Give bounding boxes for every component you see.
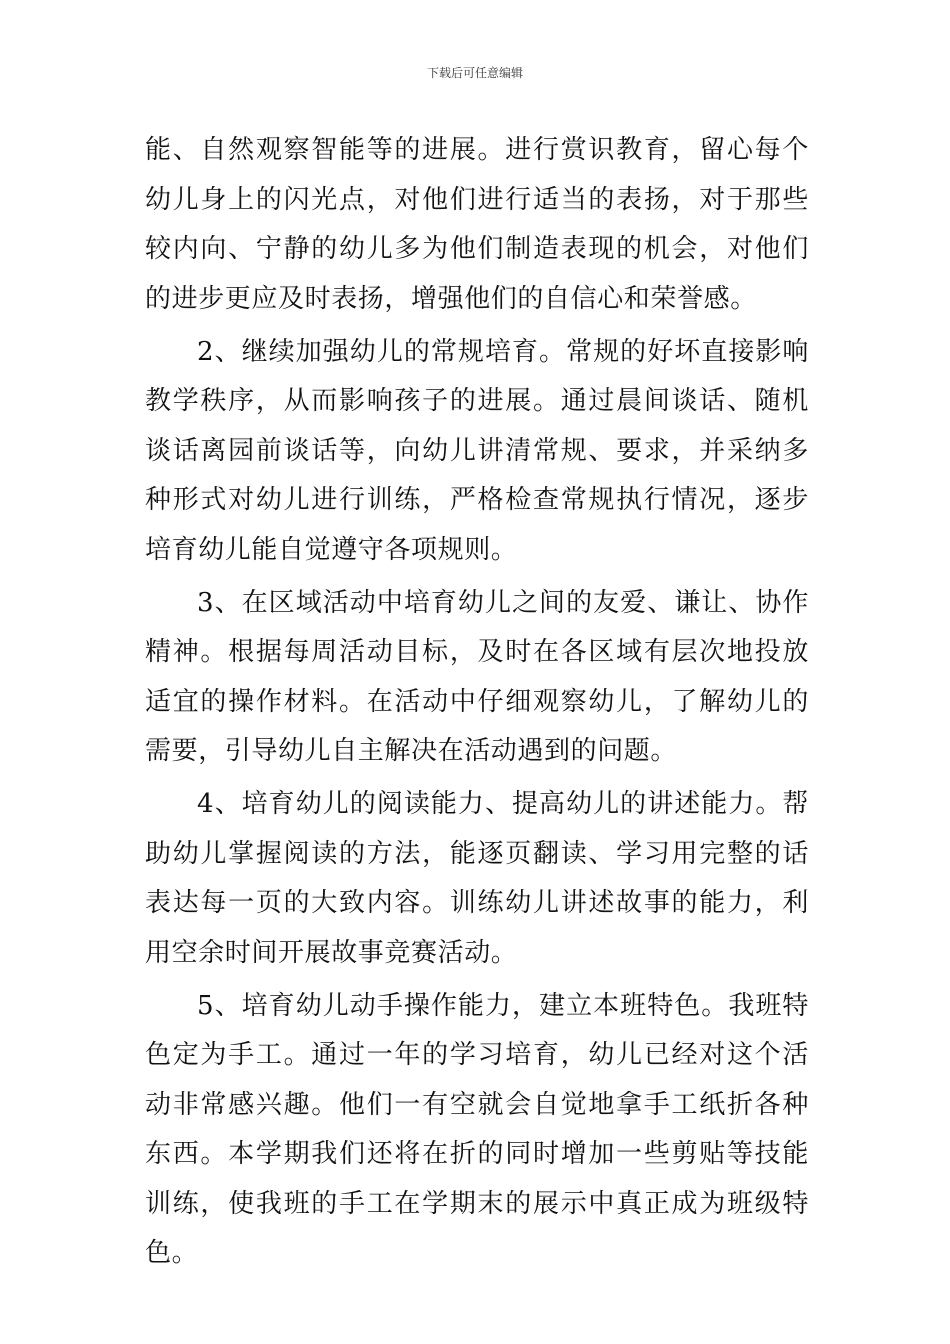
- paragraph-item-3: 3、在区域活动中培育幼儿之间的友爱、谦让、协作精神。根据每周活动目标，及时在各区域有层次地投放适宜的操作材料。在活动中仔细观察幼儿，了解幼儿的需要，引导幼儿自主解决在活动遇到的问题。: [145, 587, 809, 766]
- page-header: 下载后可任意编辑: [426, 66, 523, 80]
- paragraph-item-2: 2、继续加强幼儿的常规培育。常规的好坏直接影响教学秩序，从而影响孩子的进展。通过晨间谈话、随机谈话离园前谈话等，向幼儿讲清常规、要求，并采纳多种形式对幼儿进行训练，严格检查常规执行情况，逐步培育幼儿能自觉遵守各项规则。: [145, 336, 809, 565]
- paragraph-continuation: 能、自然观察智能等的进展。进行赏识教育，留心每个幼儿身上的闪光点，对他们进行适当的表扬，对于那些较内向、宁静的幼儿多为他们制造表现的机会，对他们的进步更应及时表扬，增强他们的自信心和荣誉感。: [145, 135, 809, 314]
- document-body: [145, 126, 809, 1279]
- paragraph-item-5: 5、培育幼儿动手操作能力，建立本班特色。我班特色定为手工。通过一年的学习培育，幼儿已经对这个活动非常感兴趣。他们一有空就会自觉地拿手工纸折各种东西。本学期我们还将在折的同时增加一些剪贴等技能训练，使我班的手工在学期末的展示中真正成为班级特色。: [145, 990, 809, 1268]
- paragraph-item-4: 4、培育幼儿的阅读能力、提高幼儿的讲述能力。帮助幼儿掌握阅读的方法，能逐页翻读、学习用完整的话表达每一页的大致内容。训练幼儿讲述故事的能力，利用空余时间开展故事竞赛活动。: [145, 789, 809, 968]
